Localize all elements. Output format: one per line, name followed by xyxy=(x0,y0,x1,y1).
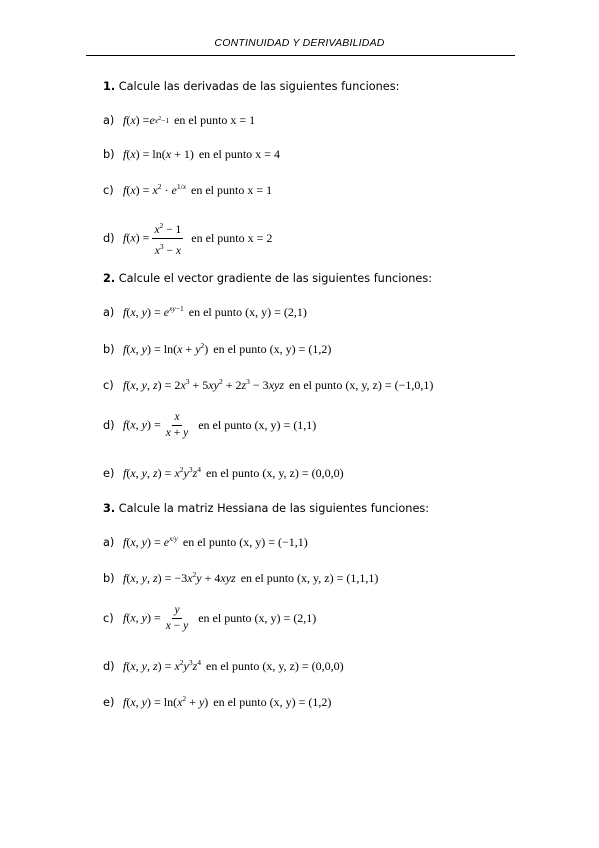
formula: f(x, y, $z) = x^2y^3z^4$ xyxy=(123,465,202,480)
section-3-heading xyxy=(103,502,429,515)
item-text: en el punto (x, y) = (1,1) xyxy=(198,418,317,432)
exercise-2b xyxy=(103,341,331,357)
item-text: en el punto (x, y, z) = (0,0,0) xyxy=(206,465,344,480)
formula: f(x, y, $z) = -3x^2y + 4xyz$ xyxy=(123,570,236,585)
item-label: e) xyxy=(103,466,115,480)
exercise-3e xyxy=(103,694,331,710)
formula: $f(x) = x^2 \cdot e^{1/x}$ xyxy=(123,182,187,197)
item-label: a) xyxy=(103,305,115,319)
formula: f(x, y) = $\frac{y}{x - y}$ xyxy=(123,604,189,632)
exercise-3a xyxy=(103,534,308,550)
exercise-3d xyxy=(103,658,344,674)
item-text: en el punto (x, y) = (1,2) xyxy=(213,694,332,709)
section-title: Calcule las derivadas de las siguientes funciones: xyxy=(118,80,400,93)
item-label: a) xyxy=(103,535,115,549)
formula: f(x, y) = $\frac{x}{x + y}$ xyxy=(123,411,189,439)
item-text: en el punto (x, y, z) = (−1,0,1) xyxy=(289,377,434,392)
item-label: e) xyxy=(103,695,115,709)
item-text: en el punto x = 4 xyxy=(198,147,280,161)
item-label: d) xyxy=(103,232,115,245)
item-text: en el punto x = 1 xyxy=(191,182,273,197)
section-1-heading xyxy=(103,80,399,93)
exercise-3b xyxy=(103,570,378,586)
item-label: b) xyxy=(103,342,115,356)
item-text: en el punto x = 2 xyxy=(191,231,273,245)
item-label: b) xyxy=(103,148,115,161)
exercise-3c xyxy=(103,604,316,633)
formula: f(x, $y) = e^{xy-1}$ xyxy=(123,304,184,319)
section-title: Calcule la matriz Hessiana de las siguientes funciones: xyxy=(118,502,430,515)
exercise-1a: a) f ( x ) = e $x^2-1$ en el punto x = 1 xyxy=(103,113,256,127)
item-label: a) xyxy=(103,114,115,127)
exercise-2e xyxy=(103,465,344,481)
formula: f xyxy=(123,113,127,127)
item-text: en el punto (x, y) = (2,1) xyxy=(188,304,307,319)
exercise-1d xyxy=(103,219,272,258)
item-label: c) xyxy=(103,183,114,197)
item-text: en el punto (x, y, z) = (1,1,1) xyxy=(240,570,379,585)
page-header-title: CONTINUIDAD Y DERIVABILIDAD xyxy=(214,37,385,49)
exercise-2d xyxy=(103,411,316,440)
formula: f(x) = $\frac{x^2 - 1}{x^3 - x}$ xyxy=(123,221,182,257)
item-label: d) xyxy=(103,659,115,673)
section-number: 3. xyxy=(103,502,116,515)
formula: f(x, $y) = e^{x/y}$ xyxy=(123,534,178,549)
exercise-2a xyxy=(103,304,307,320)
item-text: en el punto (x, y) = (2,1) xyxy=(198,611,317,625)
formula: f(x, $y) = \ln(x + y^2)$ xyxy=(123,341,209,356)
item-text: en el punto x = 1 xyxy=(174,113,256,127)
section-2-heading xyxy=(103,272,432,285)
formula: f(x, y, $z) = x^2y^3z^4$ xyxy=(123,658,202,673)
header-rule xyxy=(86,55,515,56)
section-title: Calcule el vector gradiente de las siguientes funciones: xyxy=(118,272,433,285)
formula: f(x) = ln(x + 1) xyxy=(123,147,194,161)
section-number: 1. xyxy=(103,80,116,93)
item-text: en el punto (x, y, z) = (0,0,0) xyxy=(206,658,344,673)
item-text: en el punto (x, y) = (1,2) xyxy=(213,341,332,356)
exercise-1c xyxy=(103,182,272,198)
item-label: c) xyxy=(103,378,114,392)
formula: f(x, $y) = \ln(x^2 + y)$ xyxy=(123,694,209,709)
item-label: c) xyxy=(103,612,114,625)
formula: f(x, y, $z) = 2x^3 + 5xy^2 + 2z^3 - 3xyz$ xyxy=(123,377,285,392)
item-label: d) xyxy=(103,419,115,432)
section-number: 2. xyxy=(103,272,116,285)
exercise-2c xyxy=(103,377,433,393)
exercise-1b xyxy=(103,147,280,162)
item-label: b) xyxy=(103,571,115,585)
item-text: en el punto (x, y) = (−1,1) xyxy=(182,534,308,549)
